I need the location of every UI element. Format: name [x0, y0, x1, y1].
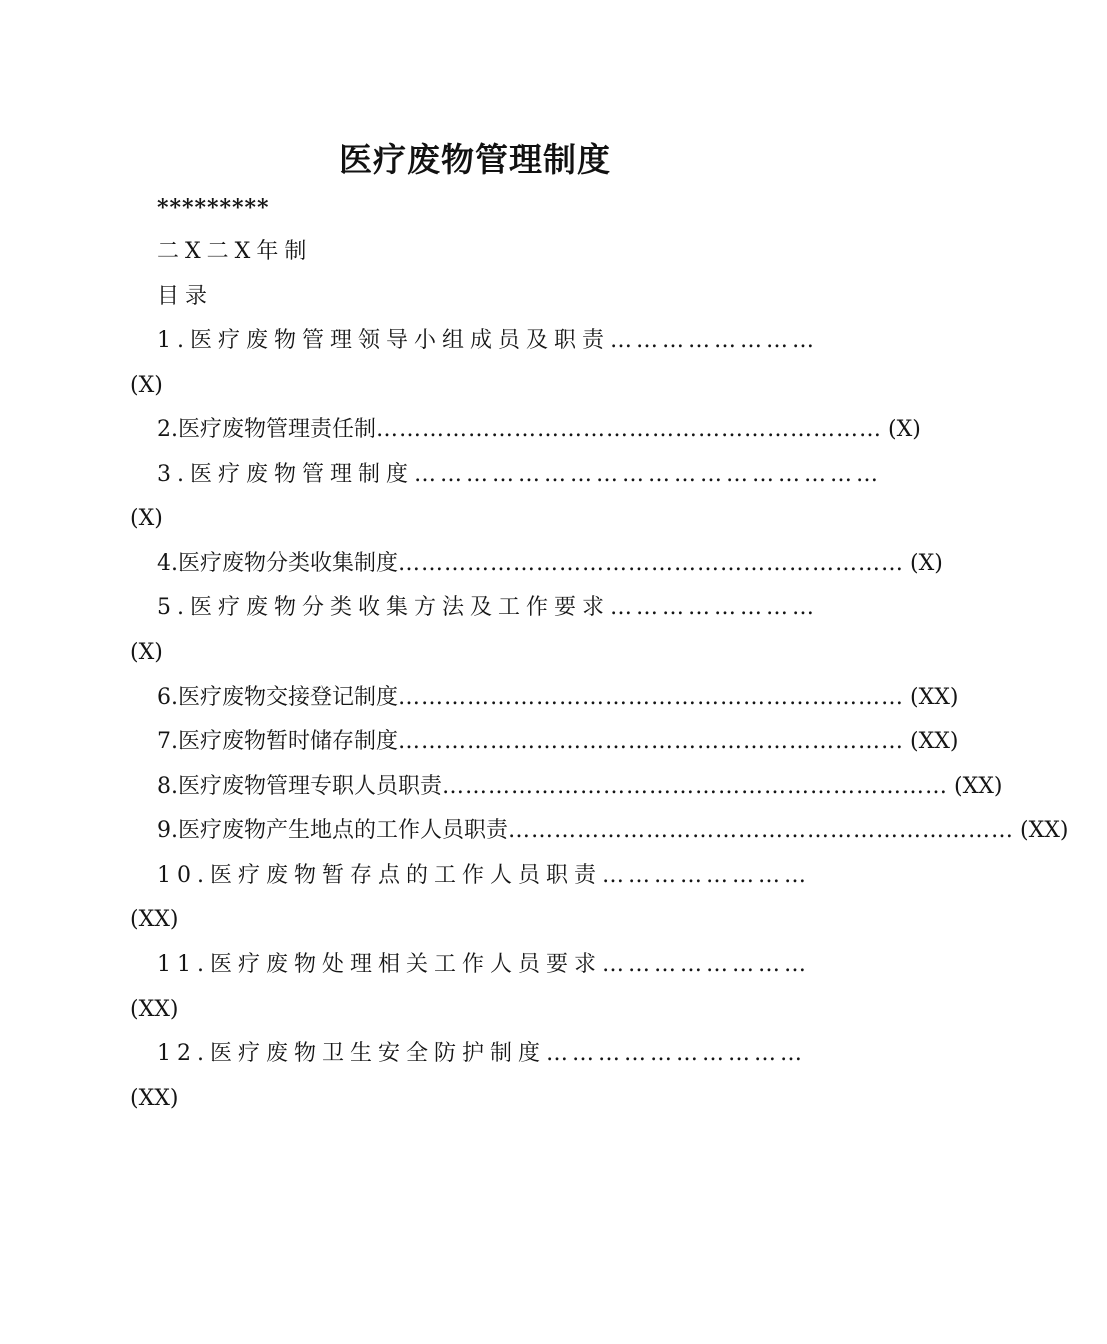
toc-item-page: (XX): [130, 997, 179, 1022]
toc-item[interactable]: [157, 542, 943, 586]
toc-item[interactable]: [157, 319, 827, 363]
toc-leader-dots: …………………………………………………………: [442, 774, 948, 799]
toc-leader-dots: …………………………………………………………: [398, 685, 904, 710]
toc-leader-dots: ……………………: [610, 595, 818, 620]
toc-item[interactable]: [157, 854, 827, 898]
toc-item-page: (X): [130, 640, 163, 665]
toc-item[interactable]: [157, 765, 1003, 809]
toc-leader-dots: …………………………………………………………: [508, 818, 1014, 843]
toc-item-label: 12.医疗废物卫生安全防护制度: [157, 1041, 546, 1066]
toc-item[interactable]: [157, 586, 827, 630]
toc-item-label: 2.医疗废物管理责任制: [157, 417, 376, 442]
document-title: 医疗废物管理制度: [339, 140, 611, 179]
author-placeholder: *********: [157, 195, 270, 221]
toc-item[interactable]: [157, 408, 921, 452]
toc-item-page: (XX): [1020, 818, 1069, 843]
toc-item-page: (X): [888, 417, 921, 442]
toc-leader-dots: …………………………………………………………: [398, 551, 904, 576]
toc-item-label: 7.医疗废物暂时储存制度: [157, 729, 398, 754]
toc-item-label: 8.医疗废物管理专职人员职责: [157, 774, 442, 799]
toc-leader-dots: …………………………………………………………: [376, 417, 882, 442]
toc-leader-dots: ……………………: [602, 952, 810, 977]
toc-item-label: 1.医疗废物管理领导小组成员及职责: [157, 328, 610, 353]
toc-leader-dots: ……………………: [610, 328, 818, 353]
toc-item-page: (XX): [910, 685, 959, 710]
toc-item-label: 9.医疗废物产生地点的工作人员职责: [157, 818, 508, 843]
toc-item-label: 6.医疗废物交接登记制度: [157, 685, 398, 710]
toc-item-page: (X): [130, 506, 163, 531]
toc-item-page: (X): [130, 373, 163, 398]
toc-item-label: 5.医疗废物分类收集方法及工作要求: [157, 595, 610, 620]
toc-item-label: 10.医疗废物暂存点的工作人员职责: [157, 863, 602, 888]
toc-item-page: (XX): [130, 1086, 179, 1111]
year-line: 二X二X年制: [157, 239, 313, 264]
toc-leader-dots: …………………………………………………………: [398, 729, 904, 754]
toc-item-page: (X): [910, 551, 943, 576]
toc-heading: 目录: [157, 284, 214, 309]
toc-item[interactable]: [157, 943, 827, 987]
toc-item[interactable]: [157, 1032, 827, 1076]
toc-item-page: (XX): [130, 907, 179, 932]
toc-item-label: 3.医疗废物管理制度: [157, 462, 414, 487]
toc-leader-dots: ………………………………………………: [414, 462, 882, 487]
toc-item[interactable]: [157, 676, 959, 720]
toc-leader-dots: …………………………: [546, 1041, 806, 1066]
toc-item-page: (XX): [954, 774, 1003, 799]
toc-leader-dots: ……………………: [602, 863, 810, 888]
toc-item[interactable]: [157, 720, 959, 764]
toc-item[interactable]: [157, 809, 1069, 853]
toc-item[interactable]: [157, 453, 882, 497]
toc-item-label: 4.医疗废物分类收集制度: [157, 551, 398, 576]
toc-item-label: 11.医疗废物处理相关工作人员要求: [157, 952, 602, 977]
toc-item-page: (XX): [910, 729, 959, 754]
